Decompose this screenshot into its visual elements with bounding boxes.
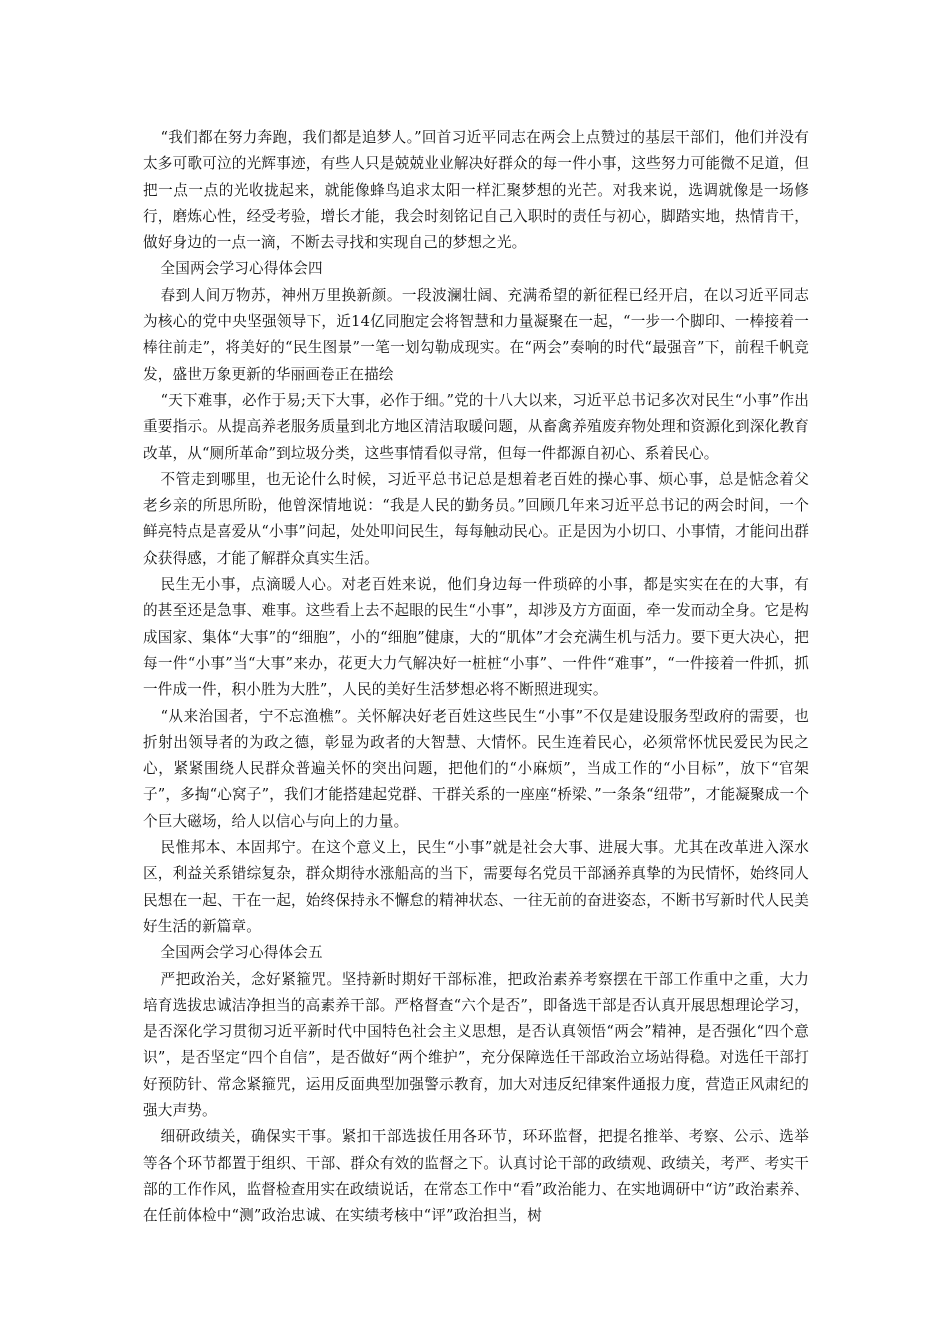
document-page [143,125,809,1229]
section-heading: 全国两会学习心得体会四 [160,260,323,278]
paragraph: 严把政治关，念好紧箍咒。坚持新时期好干部标准，把政治素养考察摆在干部工作重中之重，大力培育选拔忠诚洁净担当的高素养干部。严格督查“六个是否”，即备选干部是否认真开展思想理论学习，是否深化学习贯彻习近平新时代中国特色社会主义思想，是否认真领悟“两会”精神，是否强化“四个意识”，是否坚定“四个自信”，是否做好“两个维护”，充分保障选任干部政治立场站得稳。对选任干部打好预防针、常念紧箍咒，运用反面典型加强警示教育，加大对违反纪律案件通报力度，营造正风肃纪的强大声势。 [143,970,809,1119]
paragraph: 细研政绩关，确保实干事。紧扣干部选拔任用各环节，环环监督，把提名推举、考察、公示、选举等各个环节都置于组织、干部、群众有效的监督之下。认真讨论干部的政绩观、政绩关，考严、考实干部的工作作风，监督检查用实在政绩说话，在常态工作中“看”政治能力、在实地调研中“访”政治素养、在任前体检中“测”政治忠诚、在实绩考核中“评”政治担当，树 [143,1128,809,1225]
paragraph: 不管走到哪里，也无论什么时候，习近平总书记总是想着老百姓的操心事、烦心事，总是惦念着父老乡亲的所思所盼，他曾深情地说：“我是人民的勤务员。”回顾几年来习近平总书记的两会时间，一个鲜亮特点是喜爱从“小事”问起，处处叩问民生，每每触动民心。正是因为小切口、小事情，才能问出群众获得感，才能了解群众真实生活。 [143,470,809,567]
paragraph: “我们都在努力奔跑，我们都是追梦人。”回首习近平同志在两会上点赞过的基层干部们，他们并没有太多可歌可泣的光辉事迹，有些人只是兢兢业业解决好群众的每一件小事，这些努力可能微不足道，但把一点一点的光收拢起来，就能像蜂鸟追求太阳一样汇聚梦想的光芒。对我来说，选调就像是一场修行，磨炼心性，经受考验，增长才能，我会时刻铭记自己入职时的责任与初心，脚踏实地，热情肯干，做好身边的一点一滴，不断去寻找和实现自己的梦想之光。 [143,129,809,252]
paragraph: 民生无小事，点滴暖人心。对老百姓来说，他们身边每一件琐碎的小事，都是实实在在的大事，有的甚至还是急事、难事。这些看上去不起眼的民生“小事”，却涉及方方面面，牵一发而动全身。它是构成国家、集体“大事”的“细胞”，小的“细胞”健康，大的“肌体”才会充满生机与活力。要下更大决心，把每一件“小事”当“大事”来办，花更大力气解决好一桩桩“小事”、一件件“难事”，“一件接着一件抓，抓一件成一件，积小胜为大胜”，人民的美好生活梦想必将不断照进现实。 [143,576,809,699]
paragraph: “从来治国者，宁不忘渔樵”。关怀解决好老百姓这些民生“小事”不仅是建设服务型政府的需要，也折射出领导者的为政之德，彰显为政者的大智慧、大情怀。民生连着民心，必须常怀忧民爱民为民之心，紧紧围绕人民群众普遍关怀的突出问题，把他们的“小麻烦”，当成工作的“小目标”，放下“官架子”，多掏“心窝子”，我们才能搭建起党群、干群关系的一座座“桥梁、”一条条“纽带”，才能凝聚成一个个巨大磁场，给人以信心与向上的力量。 [143,707,809,830]
paragraph: “天下难事，必作于易;天下大事，必作于细。”党的十八大以来，习近平总书记多次对民生“小事”作出重要指示。从提高养老服务质量到北方地区清洁取暖问题，从畜禽养殖废弃物处理和资源化到深化教育改革，从“厕所革命”到垃圾分类，这些事情看似寻常，但每一件都源自初心、系着民心。 [143,391,809,462]
paragraph: 民惟邦本、本固邦宁。在这个意义上，民生“小事”就是社会大事、进展大事。尤其在改革进入深水区，利益关系错综复杂，群众期待水涨船高的当下，需要每名党员干部涵养真挚的为民情怀，始终同人民想在一起、干在一起，始终保持永不懈怠的精神状态、一往无前的奋进姿态，不断书写新时代人民美好生活的新篇章。 [143,839,809,935]
section-heading: 全国两会学习心得体会五 [160,944,323,962]
paragraph: 春到人间万物苏，神州万里换新颜。一段波澜壮阔、充满希望的新征程已经开启，在以习近平同志为核心的党中央坚强领导下，近14亿同胞定会将智慧和力量凝聚在一起，“一步一个脚印、一棒接着一棒往前走”，将美好的“民生图景”一笔一划勾勒成现实。在“两会”奏响的时代“最强音”下，前程千帆竞发，盛世万象更新的华丽画卷正在描绘 [143,286,809,383]
